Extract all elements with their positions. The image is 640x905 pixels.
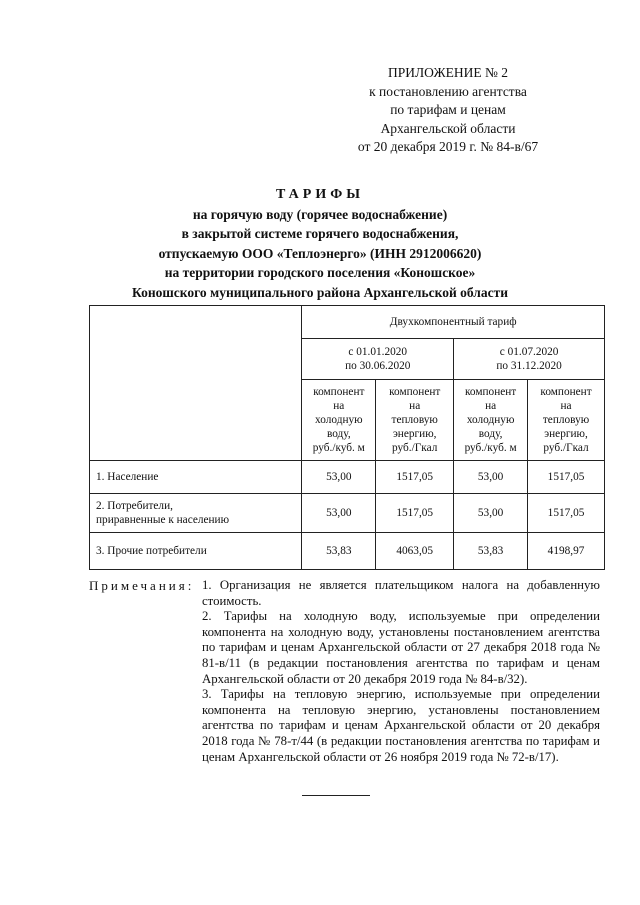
component-header-cell — [376, 380, 454, 461]
value-cell: 1517,05 — [376, 461, 454, 494]
component-text: тепловую — [542, 414, 590, 426]
component-header-cell — [302, 380, 376, 461]
row-label-text: 3. Прочие потребители — [96, 545, 207, 557]
component-text: энергию, — [544, 428, 588, 440]
component-unit: руб./Гкал — [543, 442, 589, 454]
component-header-cell — [454, 380, 528, 461]
notes-label: Примечания: — [89, 578, 195, 593]
component-unit: руб./Гкал — [392, 442, 438, 454]
period-end: по 31.12.2020 — [496, 360, 562, 372]
title-line: на территории городского поселения «Коношское» — [164, 265, 476, 280]
appendix-line: к постановлению агентства — [369, 83, 527, 99]
period-start: с 01.01.2020 — [348, 346, 408, 358]
value-cell: 53,83 — [454, 533, 528, 570]
value-cell: 1517,05 — [528, 494, 605, 533]
title-line: отпускаемую ООО «Теплоэнерго» (ИНН 2912006620) — [158, 245, 482, 261]
value-cell: 1517,05 — [376, 494, 454, 533]
component-unit: руб./куб. м — [464, 442, 517, 454]
component-unit: руб./куб. м — [312, 442, 365, 454]
component-text: холодную — [315, 414, 363, 426]
component-text: на — [560, 400, 572, 412]
period-header-cell — [302, 339, 454, 380]
component-text: на — [333, 400, 345, 412]
value-cell: 4198,97 — [528, 533, 605, 570]
table-row — [90, 461, 605, 494]
tariff-table — [89, 305, 605, 570]
row-label-text: 2. Потребители, — [96, 500, 173, 512]
table-header-row — [90, 306, 605, 339]
component-text: холодную — [466, 414, 515, 426]
note-item: 1. Организация не является плательщиком налога на добавленную стоимость. — [202, 578, 600, 608]
table-row — [90, 494, 605, 533]
row-label-text: 1. Население — [96, 471, 159, 483]
note-item: 3. Тарифы на тепловую энергию, используемые при определении компонента на тепловую энергию, установлены постановлением агентства по тарифам и ценам Архангельской области от 20 декабря 2018 года № 78-т/44 (в редакции постановления агентства по тарифам и ценам Архангельской области от 26 ноября 2019 года № 72-в/17). — [202, 687, 600, 764]
component-header-cell — [528, 380, 605, 461]
period-end: по 30.06.2020 — [345, 360, 411, 372]
document-title — [0, 185, 640, 302]
value-cell: 53,00 — [302, 461, 376, 494]
value-cell: 53,00 — [454, 461, 528, 494]
title-line: на горячую воду (горячее водоснабжение) — [192, 206, 448, 222]
title-line: Коношского муниципального района Архангельской области — [131, 284, 508, 300]
appendix-date: от 20 декабря 2019 г. № 84-в/67 — [357, 139, 539, 155]
empty-header-cell — [90, 306, 302, 461]
component-text: на — [485, 400, 497, 412]
appendix-number: ПРИЛОЖЕНИЕ № 2 — [387, 65, 509, 80]
row-label — [90, 494, 302, 533]
table-row — [90, 533, 605, 570]
row-label — [90, 533, 302, 570]
component-text: тепловую — [391, 414, 438, 426]
value-cell: 53,00 — [454, 494, 528, 533]
period-start: с 01.07.2020 — [499, 346, 559, 358]
appendix-line: по тарифам и ценам — [390, 102, 506, 118]
closing-divider — [302, 795, 370, 796]
period-header-cell — [454, 339, 605, 380]
component-text: компонент — [465, 386, 517, 398]
appendix-header — [328, 64, 568, 157]
row-label-text: приравненные к населению — [96, 514, 230, 526]
value-cell: 53,83 — [302, 533, 376, 570]
row-label — [90, 461, 302, 494]
component-text: воду, — [478, 428, 503, 440]
note-item: 2. Тарифы на холодную воду, используемые при определении компонента на холодную воду, установлены постановлением агентства по тарифам и ценам Архангельской области от 27 декабря 2018 года № 81-в/11 (в редакции постановления агентства по тарифам и ценам Архангельской области от 20 декабря 2019 года № 84-в/32). — [202, 609, 600, 686]
value-cell: 4063,05 — [376, 533, 454, 570]
appendix-line: Архангельской области — [380, 120, 516, 136]
title-main: ТАРИФЫ — [276, 187, 364, 202]
tariff-header-cell: Двухкомпонентный тариф — [302, 306, 605, 339]
value-cell: 53,00 — [302, 494, 376, 533]
component-text: компонент — [313, 386, 365, 398]
notes-list — [202, 578, 600, 765]
component-text: компонент — [389, 386, 441, 398]
title-line: в закрытой системе горячего водоснабжения, — [181, 226, 459, 241]
component-text: воду, — [326, 428, 351, 440]
component-text: на — [409, 400, 421, 412]
component-text: компонент — [540, 386, 592, 398]
value-cell: 1517,05 — [528, 461, 605, 494]
component-text: энергию, — [392, 428, 437, 440]
